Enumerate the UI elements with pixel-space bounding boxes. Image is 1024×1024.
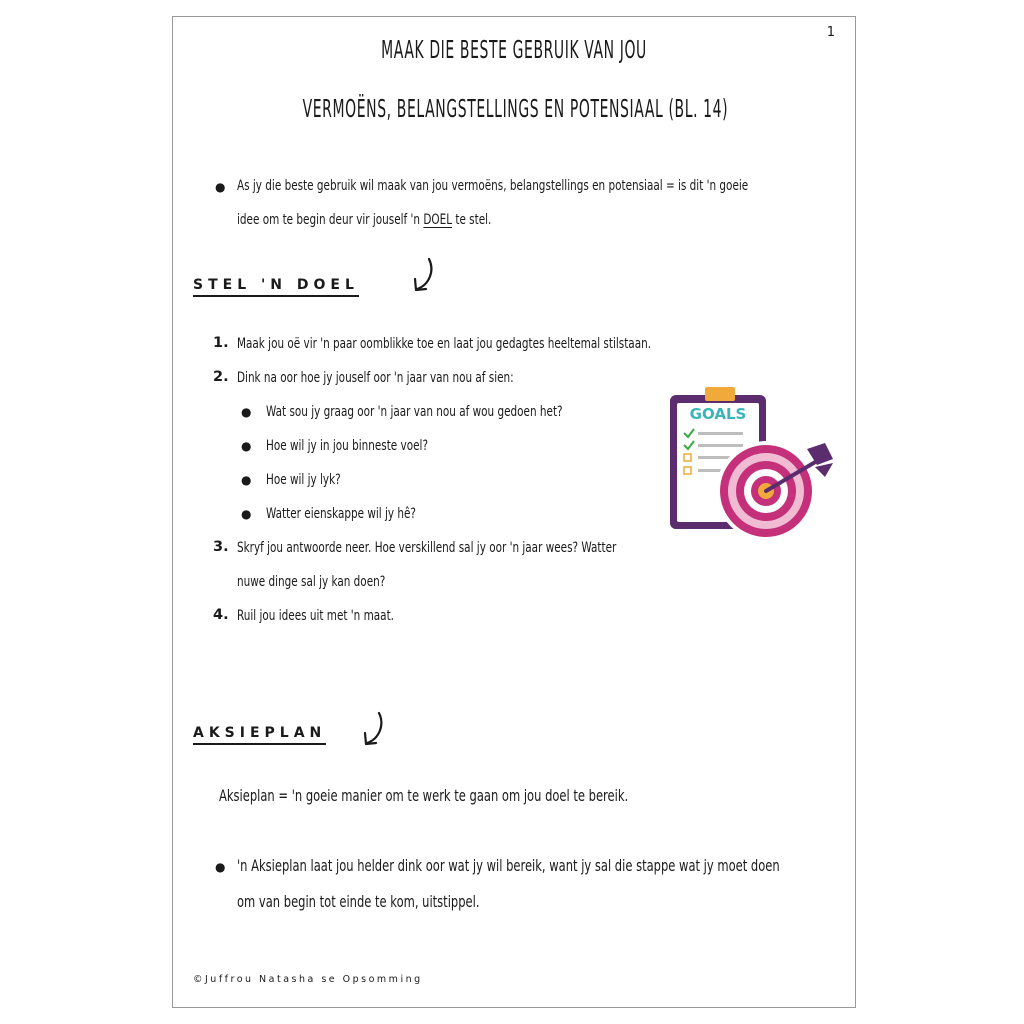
bullet-dot: ●	[215, 180, 226, 194]
clip-icon	[705, 387, 735, 401]
curved-arrow-icon	[409, 255, 439, 295]
sub-item-3: Hoe wil jy lyk?	[266, 472, 341, 488]
curved-arrow-icon	[359, 709, 389, 749]
sub-item-1: Wat sou jy graag oor 'n jaar van nou af wou gedoen het?	[266, 404, 563, 420]
section-heading-aksieplan: AKSIEPLAN	[193, 725, 326, 745]
list-item-2: Dink na oor hoe jy jouself oor 'n jaar van nou af sien:	[237, 370, 514, 386]
sub-item-4: Watter eienskappe wil jy hê?	[266, 506, 416, 522]
page-number: 1	[826, 25, 835, 40]
list-number-3: 3.	[213, 539, 229, 555]
list-item-3-continued: nuwe dinge sal jy kan doen?	[237, 574, 386, 590]
intro-text: idee om te begin deur vir jouself 'n	[237, 212, 424, 228]
list-number-2: 2.	[213, 369, 229, 385]
aksieplan-bullet-line-1: 'n Aksieplan laat jou helder dink oor wat jy wil bereik, want jy sal die stappe wat jy moet doen	[237, 856, 780, 875]
doel-emphasis: DOEL	[423, 212, 453, 228]
bullet-dot: ●	[215, 860, 226, 874]
section-heading-stel-n-doel: STEL 'N DOEL	[193, 277, 359, 297]
intro-line-2	[237, 203, 491, 237]
goals-target-illustration	[667, 385, 837, 545]
page-title-line-2: VERMOËNS, BELANGSTELLINGS EN POTENSIAAL (BL. 14)	[302, 94, 729, 123]
bullet-dot: ●	[241, 507, 252, 521]
list-number-4: 4.	[213, 607, 229, 623]
intro-line-1: As jy die beste gebruik wil maak van jou vermoëns, belangstellings en potensiaal = is dit 'n goeie	[237, 178, 749, 194]
document-page	[172, 16, 856, 1008]
intro-text-end: te stel.	[452, 212, 492, 228]
aksieplan-definition: Aksieplan = 'n goeie manier om te werk te gaan om jou doel te bereik.	[219, 786, 629, 805]
aksieplan-bullet-line-2: om van begin tot einde te kom, uitstippel.	[237, 892, 480, 911]
footer-copyright: ©Juffrou Natasha se Opsomming	[193, 974, 423, 985]
goals-label: GOALS	[689, 405, 747, 423]
sub-item-2: Hoe wil jy in jou binneste voel?	[266, 438, 428, 454]
bullet-dot: ●	[241, 439, 252, 453]
bullet-dot: ●	[241, 473, 252, 487]
list-item-1: Maak jou oë vir 'n paar oomblikke toe en laat jou gedagtes heeltemal stilstaan.	[237, 336, 652, 352]
bullet-dot: ●	[241, 405, 252, 419]
list-number-1: 1.	[213, 335, 229, 351]
list-item-3: Skryf jou antwoorde neer. Hoe verskillend sal jy oor 'n jaar wees? Watter	[237, 540, 617, 556]
list-item-4: Ruil jou idees uit met 'n maat.	[237, 608, 394, 624]
page-title-line-1: MAAK DIE BESTE GEBRUIK VAN JOU	[381, 35, 647, 64]
